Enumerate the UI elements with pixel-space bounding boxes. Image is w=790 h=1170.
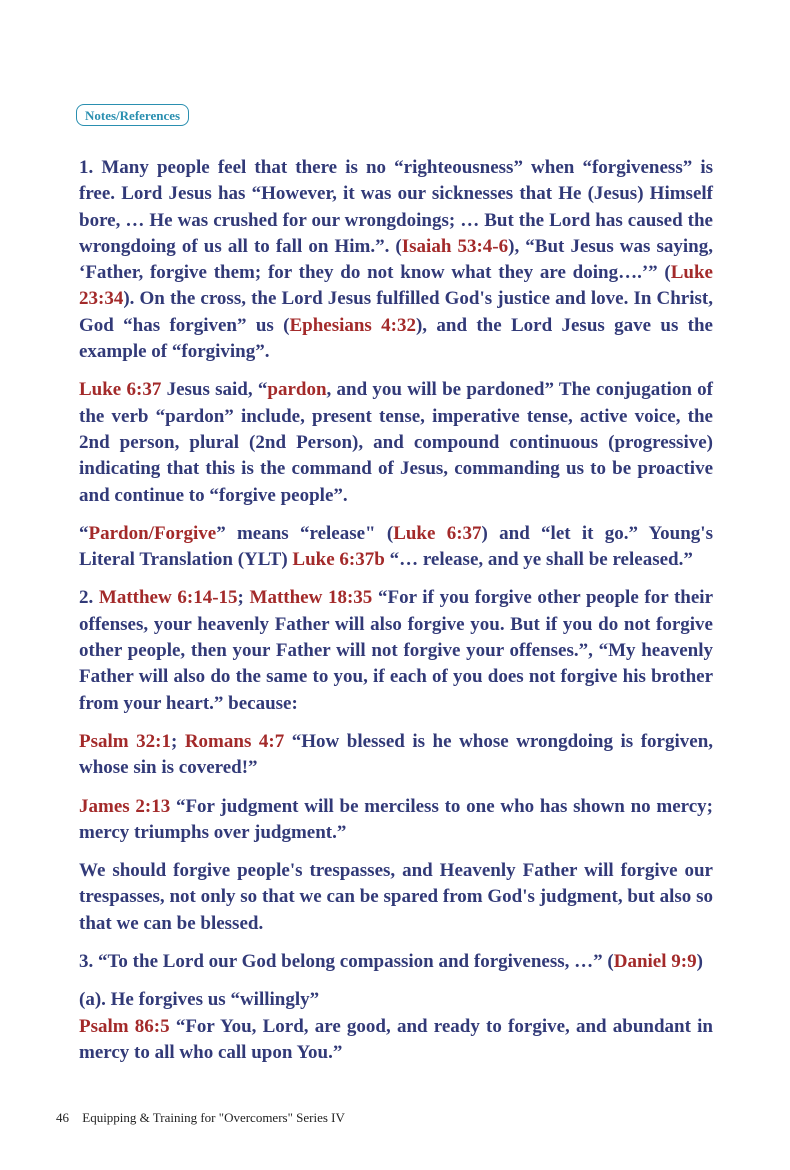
paragraph-text: “For judgment will be merciless to one who has shown no mercy; mercy triumphs over judgment.”: [79, 795, 713, 843]
note-paragraph: [79, 155, 713, 365]
paragraph-text: ), and the Lord Jesus gave us the example of “forgiving”.: [79, 314, 713, 363]
paragraph-text: 1. Many people feel that there is no “righteousness” when “forgiveness” is free. Lord Jesus has “However, it was our sicknesses that He (Jesus) Himself bore, … He was crushed for our wrongdoings; … But the Lord has caused the wrongdoing of us all to fall on Him.”. (: [79, 157, 713, 257]
scripture-reference: Ephesians 4:32: [289, 314, 416, 336]
paragraph-text: ): [696, 951, 703, 973]
note-paragraph: [79, 858, 713, 937]
note-paragraph: [79, 377, 713, 508]
scripture-reference: James 2:13: [79, 795, 171, 817]
page-footer: [56, 1110, 345, 1126]
paragraph-text: 2.: [79, 587, 99, 609]
paragraph-text: 3. “To the Lord our God belong compassion and forgiveness, …” (: [79, 951, 614, 973]
scripture-reference: Luke 23:34: [79, 262, 713, 310]
notes-body: [79, 155, 713, 1078]
note-paragraph: [79, 987, 713, 1066]
paragraph-text: ). On the cross, the Lord Jesus fulfilled God's justice and love. In Christ, God “has forgiven” us (: [79, 288, 713, 336]
scripture-reference: Isaiah 53:4-6: [401, 235, 509, 257]
scripture-reference: Luke 6:37: [393, 522, 482, 544]
scripture-reference: Matthew 18:35: [249, 587, 373, 609]
scripture-reference: Matthew 6:14-15: [98, 587, 238, 609]
notes-references-tag: Notes/References: [76, 104, 189, 126]
scripture-reference: Daniel 9:9: [613, 951, 697, 973]
note-paragraph: [79, 729, 713, 782]
note-paragraph: [79, 949, 713, 975]
paragraph-text: “For You, Lord, are good, and ready to forgive, and abundant in mercy to all who call upon You.”: [79, 1015, 713, 1063]
page-number: 46: [56, 1110, 69, 1125]
scripture-reference: Luke 6:37b: [292, 549, 385, 571]
note-paragraph: [79, 521, 713, 574]
paragraph-text: (a). He forgives us “willingly”: [79, 989, 320, 1011]
scripture-reference: Luke 6:37: [79, 379, 162, 401]
scripture-reference: Romans 4:7: [184, 730, 285, 752]
paragraph-text: “: [79, 522, 89, 544]
paragraph-text: , and you will be pardoned” The conjugation of the verb “pardon” include, present tense, imperative tense, active voice, the 2nd person, plural (2nd Person), and compound continuous (progressive) indicating that this is the command of Jesus, commanding us to be proactive and continue to “forgive people”.: [79, 379, 713, 506]
note-paragraph: [79, 794, 713, 847]
paragraph-text: ) and “let it go.” Young's Literal Translation (YLT): [79, 522, 713, 571]
scripture-reference: Psalm 32:1: [79, 730, 171, 752]
paragraph-text: ;: [237, 587, 250, 609]
paragraph-text: ” means “release" (: [216, 522, 394, 544]
paragraph-text: “For if you forgive other people for their offenses, your heavenly Father will also forgive you. But if you do not forgive other people, then your Father will not forgive your offenses.”, “My heavenly Father will also do the same to you, if each of you does not forgive his brother from your heart.” because:: [79, 587, 714, 714]
series-title: Equipping & Training for "Overcomers" Series IV: [82, 1110, 345, 1125]
paragraph-text: “How blessed is he whose wrongdoing is forgiven, whose sin is covered!”: [79, 730, 714, 779]
scripture-reference: Psalm 86:5: [79, 1015, 170, 1037]
paragraph-text: ;: [170, 730, 185, 752]
paragraph-text: We should forgive people's trespasses, and Heavenly Father will forgive our trespasses, not only so that we can be spared from God's judgment, but also so that we can be blessed.: [79, 860, 713, 934]
paragraph-text: “… release, and ye shall be released.”: [384, 549, 693, 571]
scripture-reference: Pardon/Forgive: [88, 522, 217, 544]
note-paragraph: [79, 585, 713, 716]
paragraph-text: Jesus said, “: [161, 379, 268, 401]
scripture-reference: pardon: [267, 379, 327, 401]
paragraph-text: ), “But Jesus was saying, ‘Father, forgive them; for they do not know what they are doing….’” (: [79, 235, 713, 284]
